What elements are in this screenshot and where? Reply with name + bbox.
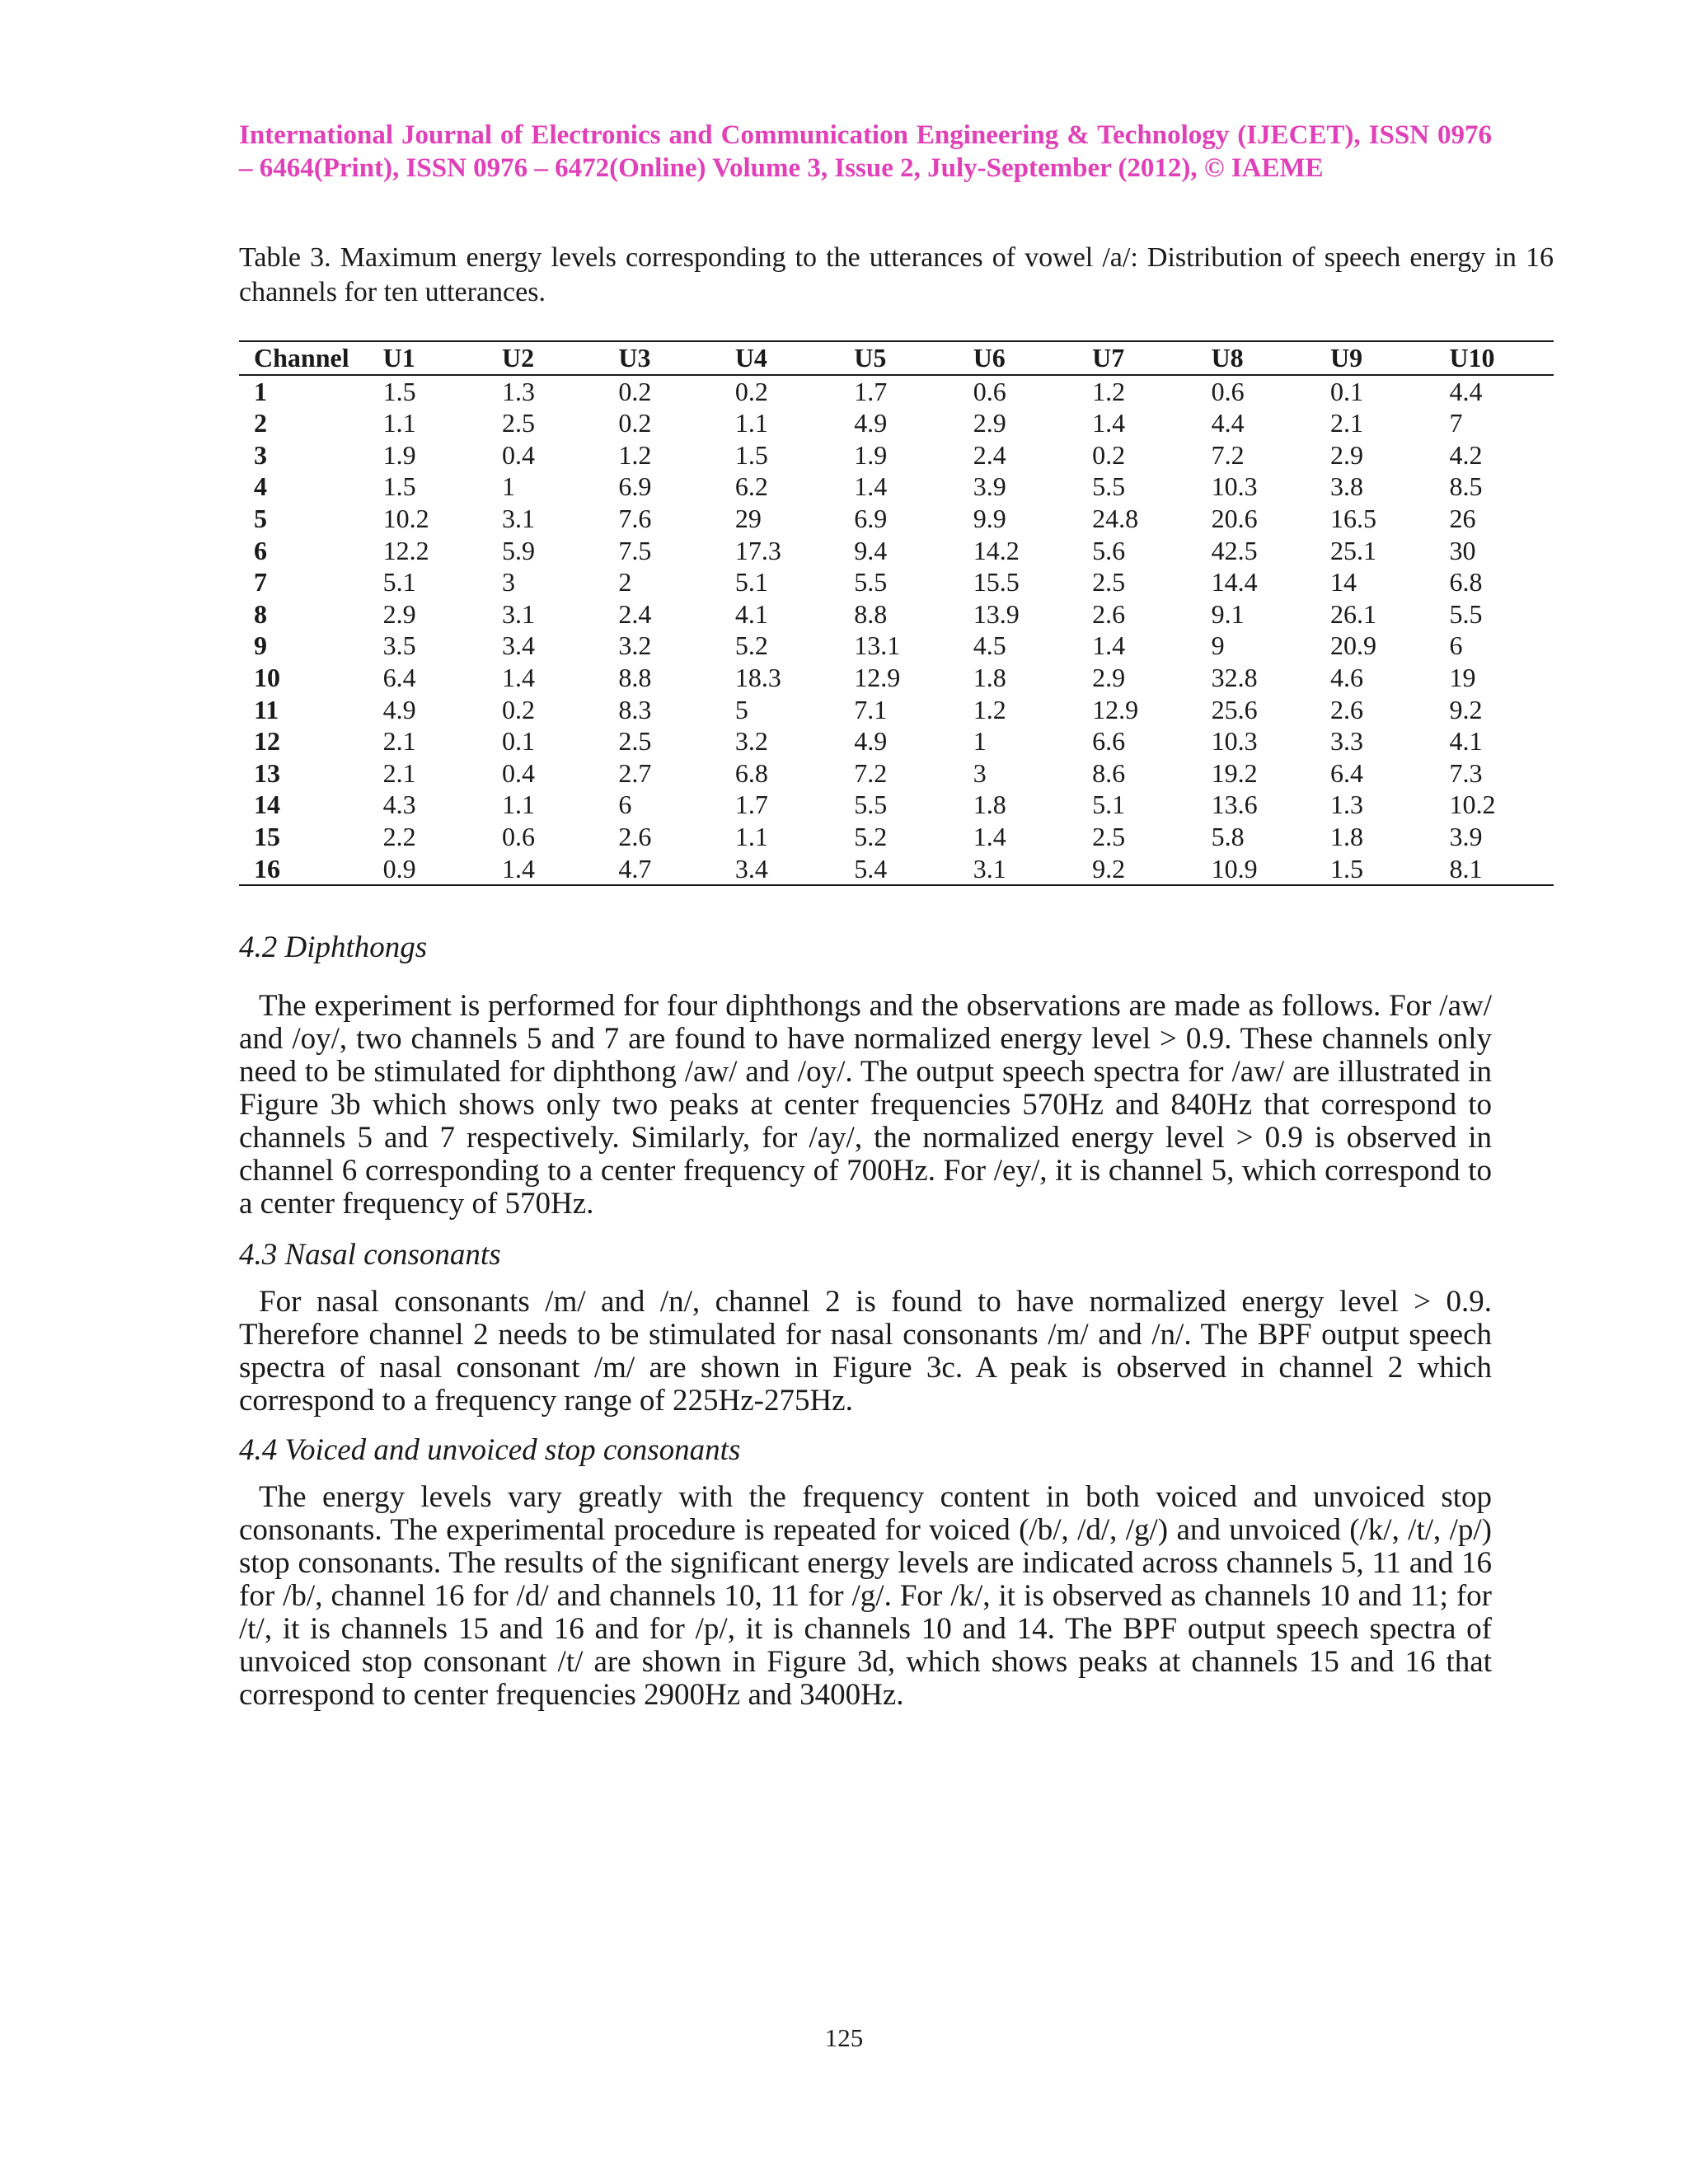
energy-cell: 0.2 <box>618 408 652 438</box>
journal-header: International Journal of Electronics and Communication Engineering & Technology (IJECET), ISSN 0976 – 6464(Print), ISSN 0976 – 6472(Online) Volume 3, Issue 2, July-September (2012), © IAEME <box>239 120 1492 183</box>
energy-cell: 1 <box>502 471 516 502</box>
energy-cell: 8.1 <box>1449 853 1483 883</box>
energy-cell: 26.1 <box>1330 598 1376 629</box>
energy-cell: 5.5 <box>854 790 888 820</box>
energy-cell: 1.4 <box>1092 630 1126 661</box>
energy-cell: 2.4 <box>618 598 652 629</box>
energy-cell: 9.1 <box>1211 598 1245 629</box>
energy-cell: 6.4 <box>1330 757 1363 788</box>
column-header: U3 <box>603 341 720 375</box>
energy-cell: 3.1 <box>973 853 1006 883</box>
table-row <box>239 439 1554 471</box>
energy-cell: 4.1 <box>734 598 768 629</box>
energy-cell: 2.5 <box>1092 821 1126 851</box>
energy-cell: 32.8 <box>1211 662 1258 692</box>
column-header: Channel <box>239 341 368 375</box>
energy-cell: 1.1 <box>734 408 768 438</box>
channel-cell: 15 <box>254 821 280 851</box>
energy-cell: 3.4 <box>734 853 768 883</box>
channel-cell: 12 <box>254 726 280 757</box>
energy-cell: 2.9 <box>1092 662 1126 692</box>
energy-cell: 0.6 <box>502 821 536 851</box>
energy-cell: 5.9 <box>502 535 536 565</box>
column-header: U1 <box>368 341 487 375</box>
energy-cell: 4.4 <box>1211 408 1245 438</box>
energy-cell: 1 <box>973 726 987 757</box>
energy-cell: 9.9 <box>973 503 1006 533</box>
energy-cell: 2.5 <box>502 408 536 438</box>
energy-cell: 3.4 <box>502 630 536 661</box>
energy-cell: 1.2 <box>618 439 652 470</box>
energy-cell: 3.9 <box>1449 821 1483 851</box>
energy-cell: 3.1 <box>502 503 536 533</box>
energy-cell: 7.2 <box>1211 439 1245 470</box>
energy-cell: 3.1 <box>502 598 536 629</box>
energy-cell: 1.2 <box>973 694 1006 724</box>
energy-cell: 0.6 <box>973 376 1006 406</box>
energy-cell: 1.8 <box>973 662 1006 692</box>
table-row <box>239 821 1554 853</box>
energy-cell: 7.5 <box>618 535 652 565</box>
energy-cell: 19 <box>1449 662 1476 692</box>
energy-cell: 2.1 <box>382 757 416 788</box>
energy-cell: 3.2 <box>618 630 652 661</box>
energy-cell: 5.1 <box>382 567 416 598</box>
energy-cell: 1.4 <box>502 662 536 692</box>
energy-cell: 1.4 <box>854 471 888 502</box>
energy-cell: 8.8 <box>854 598 888 629</box>
energy-cell: 5.8 <box>1211 821 1245 851</box>
energy-cell: 6.9 <box>854 503 888 533</box>
energy-cell: 2.7 <box>618 757 652 788</box>
energy-cell: 9 <box>1211 630 1225 661</box>
energy-cell: 5.4 <box>854 853 888 883</box>
energy-cell: 2.6 <box>1330 694 1363 724</box>
energy-cell: 2.9 <box>1330 439 1363 470</box>
energy-cell: 5.6 <box>1092 535 1126 565</box>
energy-cell: 4.9 <box>854 408 888 438</box>
section-body-nasal: For nasal consonants /m/ and /n/, channel 2 is found to have normalized energy level > 0.9. Therefore channel 2 needs to be stimulated for nasal consonants /m/ and /n/. The BPF output speech spectra of nasal consonant /m/ are shown in Figure 3c. A peak is observed in channel 2 which correspond to a frequency range of 225Hz-275Hz. <box>239 1285 1492 1418</box>
section-body-diphthongs: The experiment is performed for four diphthongs and the observations are made as follows. For /aw/ and /oy/, two channels 5 and 7 are found to have normalized energy level > 0.9. These channels only need to be stimulated for diphthong /aw/ and /oy/. The output speech spectra for /aw/ are illustrated in Figure 3b which shows only two peaks at center frequencies 570Hz and 840Hz that correspond to channels 5 and 7 respectively. Similarly, for /ay/, the normalized energy level > 0.9 is observed in channel 6 corresponding to a center frequency of 700Hz. For /ey/, it is channel 5, which correspond to a center frequency of 570Hz. <box>239 989 1492 1221</box>
energy-cell: 1.8 <box>973 790 1006 820</box>
energy-cell: 13.1 <box>854 630 901 661</box>
energy-cell: 3.9 <box>973 471 1006 502</box>
energy-cell: 14.2 <box>973 535 1020 565</box>
energy-cell: 6 <box>1449 630 1463 661</box>
energy-cell: 1.1 <box>382 408 416 438</box>
energy-cell: 1.4 <box>502 853 536 883</box>
energy-cell: 10.2 <box>382 503 429 533</box>
energy-cell: 19.2 <box>1211 757 1258 788</box>
energy-cell: 4.3 <box>382 790 416 820</box>
channel-cell: 11 <box>254 694 279 724</box>
energy-cell: 7.3 <box>1449 757 1483 788</box>
channel-cell: 14 <box>254 790 280 820</box>
column-header: U9 <box>1315 341 1434 375</box>
table-row <box>239 566 1554 598</box>
energy-cell: 5.2 <box>854 821 888 851</box>
energy-cell: 5 <box>734 694 748 724</box>
energy-cell: 25.6 <box>1211 694 1258 724</box>
energy-cell: 6.6 <box>1092 726 1126 757</box>
table-row <box>239 375 1554 408</box>
energy-cell: 0.1 <box>1330 376 1363 406</box>
energy-cell: 6 <box>618 790 632 820</box>
channel-cell: 13 <box>254 757 280 788</box>
energy-cell: 4.6 <box>1330 662 1363 692</box>
column-header: U8 <box>1197 341 1315 375</box>
energy-cell: 16.5 <box>1330 503 1376 533</box>
column-header: U4 <box>720 341 839 375</box>
channel-cell: 2 <box>254 408 267 438</box>
energy-cell: 2.2 <box>382 821 416 851</box>
section-heading-stops: 4.4 Voiced and unvoiced stop consonants <box>239 1433 741 1467</box>
energy-cell: 7.2 <box>854 757 888 788</box>
energy-cell: 0.1 <box>502 726 536 757</box>
energy-cell: 26 <box>1449 503 1476 533</box>
energy-cell: 0.2 <box>734 376 768 406</box>
column-header: U5 <box>839 341 958 375</box>
energy-cell: 3 <box>502 567 516 598</box>
energy-cell: 18.3 <box>734 662 781 692</box>
energy-cell: 0.9 <box>382 853 416 883</box>
section-heading-nasal: 4.3 Nasal consonants <box>239 1238 501 1272</box>
energy-cell: 8.3 <box>618 694 652 724</box>
energy-cell: 1.5 <box>1330 853 1363 883</box>
energy-cell: 10.9 <box>1211 853 1258 883</box>
energy-cell: 1.4 <box>973 821 1006 851</box>
energy-cell: 4.1 <box>1449 726 1483 757</box>
energy-cell: 0.2 <box>502 694 536 724</box>
energy-cell: 29 <box>734 503 762 533</box>
energy-table <box>239 340 1554 886</box>
energy-cell: 0.4 <box>502 439 536 470</box>
energy-cell: 6.2 <box>734 471 768 502</box>
energy-cell: 10.3 <box>1211 726 1258 757</box>
energy-cell: 13.6 <box>1211 790 1258 820</box>
energy-cell: 4.9 <box>854 726 888 757</box>
energy-cell: 14.4 <box>1211 567 1258 598</box>
energy-cell: 3.2 <box>734 726 768 757</box>
channel-cell: 6 <box>254 535 267 565</box>
energy-cell: 7.6 <box>618 503 652 533</box>
energy-cell: 8.6 <box>1092 757 1126 788</box>
page-number: 125 <box>824 2023 864 2052</box>
energy-cell: 1.3 <box>1330 790 1363 820</box>
energy-cell: 0.2 <box>618 376 652 406</box>
energy-cell: 1.1 <box>734 821 768 851</box>
energy-cell: 3 <box>973 757 987 788</box>
energy-cell: 1.7 <box>734 790 768 820</box>
energy-cell: 1.5 <box>734 439 768 470</box>
energy-cell: 20.9 <box>1330 630 1376 661</box>
energy-cell: 6.4 <box>382 662 416 692</box>
energy-cell: 14 <box>1330 567 1357 598</box>
channel-cell: 4 <box>254 471 267 502</box>
energy-cell: 20.6 <box>1211 503 1258 533</box>
energy-cell: 5.1 <box>734 567 768 598</box>
energy-cell: 5.2 <box>734 630 768 661</box>
energy-cell: 5.5 <box>1092 471 1126 502</box>
table-row <box>239 598 1554 630</box>
channel-cell: 7 <box>254 567 267 598</box>
table-row <box>239 757 1554 790</box>
energy-cell: 6.9 <box>618 471 652 502</box>
energy-cell: 0.6 <box>1211 376 1245 406</box>
energy-cell: 17.3 <box>734 535 781 565</box>
energy-cell: 30 <box>1449 535 1476 565</box>
energy-cell: 15.5 <box>973 567 1020 598</box>
energy-cell: 5.5 <box>854 567 888 598</box>
energy-cell: 2.1 <box>382 726 416 757</box>
table-row <box>239 662 1554 694</box>
energy-cell: 4.2 <box>1449 439 1483 470</box>
column-header: U10 <box>1434 341 1554 375</box>
energy-cell: 4.9 <box>382 694 416 724</box>
energy-cell: 6.8 <box>1449 567 1483 598</box>
channel-cell: 5 <box>254 503 267 533</box>
energy-cell: 1.5 <box>382 376 416 406</box>
channel-cell: 9 <box>254 630 267 661</box>
energy-cell: 24.8 <box>1092 503 1139 533</box>
energy-cell: 3.3 <box>1330 726 1363 757</box>
energy-cell: 25.1 <box>1330 535 1376 565</box>
table-row <box>239 694 1554 726</box>
energy-cell: 0.4 <box>502 757 536 788</box>
energy-cell: 3.8 <box>1330 471 1363 502</box>
energy-cell: 8.5 <box>1449 471 1483 502</box>
energy-cell: 1.7 <box>854 376 888 406</box>
channel-cell: 16 <box>254 853 280 883</box>
energy-cell: 12.9 <box>854 662 901 692</box>
energy-cell: 2.9 <box>382 598 416 629</box>
energy-cell: 1.8 <box>1330 821 1363 851</box>
table-row <box>239 471 1554 503</box>
energy-cell: 0.2 <box>1092 439 1126 470</box>
table-body <box>239 375 1554 886</box>
energy-cell: 2.6 <box>618 821 652 851</box>
column-header: U6 <box>959 341 1077 375</box>
table-row <box>239 725 1554 757</box>
energy-cell: 42.5 <box>1211 535 1258 565</box>
energy-cell: 1.3 <box>502 376 536 406</box>
table-row <box>239 853 1554 886</box>
energy-cell: 2 <box>618 567 632 598</box>
energy-cell: 1.9 <box>382 439 416 470</box>
energy-cell: 9.4 <box>854 535 888 565</box>
energy-cell: 10.3 <box>1211 471 1258 502</box>
section-heading-diphthongs: 4.2 Diphthongs <box>239 930 428 964</box>
energy-cell: 13.9 <box>973 598 1020 629</box>
table-row <box>239 407 1554 439</box>
energy-cell: 1.4 <box>1092 408 1126 438</box>
energy-cell: 2.9 <box>973 408 1006 438</box>
energy-cell: 1.1 <box>502 790 536 820</box>
table-row <box>239 630 1554 662</box>
table-row <box>239 503 1554 535</box>
energy-cell: 7 <box>1449 408 1463 438</box>
channel-cell: 8 <box>254 598 267 629</box>
energy-cell: 4.7 <box>618 853 652 883</box>
table-row <box>239 789 1554 821</box>
energy-cell: 5.1 <box>1092 790 1126 820</box>
energy-cell: 8.8 <box>618 662 652 692</box>
energy-cell: 3.5 <box>382 630 416 661</box>
energy-cell: 5.5 <box>1449 598 1483 629</box>
energy-cell: 4.5 <box>973 630 1006 661</box>
energy-cell: 4.4 <box>1449 376 1483 406</box>
energy-cell: 9.2 <box>1449 694 1483 724</box>
column-header: U2 <box>487 341 603 375</box>
channel-cell: 10 <box>254 662 280 692</box>
energy-cell: 7.1 <box>854 694 888 724</box>
energy-cell: 12.2 <box>382 535 429 565</box>
section-body-stops: The energy levels vary greatly with the frequency content in both voiced and unvoiced stop consonants. The experimental procedure is repeated for voiced (/b/, /d/, /g/) and unvoiced (/k/, /t/, /p/) stop consonants. The results of the significant energy levels are indicated across channels 5, 11 and 16 for /b/, channel 16 for /d/ and channels 10, 11 for /g/. For /k/, it is observed as channels 10 and 11; for /t/, it is channels 15 and 16 and for /p/, it is channels 10 and 14. The BPF output speech spectra of unvoiced stop consonant /t/ are shown in Figure 3d, which shows peaks at channels 15 and 16 that correspond to center frequencies 2900Hz and 3400Hz. <box>239 1480 1492 1712</box>
energy-cell: 6.8 <box>734 757 768 788</box>
energy-cell: 2.5 <box>618 726 652 757</box>
energy-cell: 2.4 <box>973 439 1006 470</box>
energy-cell: 2.1 <box>1330 408 1363 438</box>
table-row <box>239 535 1554 567</box>
energy-cell: 1.2 <box>1092 376 1126 406</box>
energy-cell: 2.6 <box>1092 598 1126 629</box>
energy-cell: 1.9 <box>854 439 888 470</box>
energy-cell: 2.5 <box>1092 567 1126 598</box>
table-caption: Table 3. Maximum energy levels corresponding to the utterances of vowel /a/: Distribution of speech energy in 16 channels for ten utterances. <box>239 242 1554 307</box>
table-header-row <box>239 341 1554 375</box>
channel-cell: 1 <box>254 376 267 406</box>
energy-cell: 1.5 <box>382 471 416 502</box>
channel-cell: 3 <box>254 439 267 470</box>
energy-cell: 12.9 <box>1092 694 1139 724</box>
energy-cell: 9.2 <box>1092 853 1126 883</box>
energy-cell: 10.2 <box>1449 790 1496 820</box>
column-header: U7 <box>1077 341 1196 375</box>
